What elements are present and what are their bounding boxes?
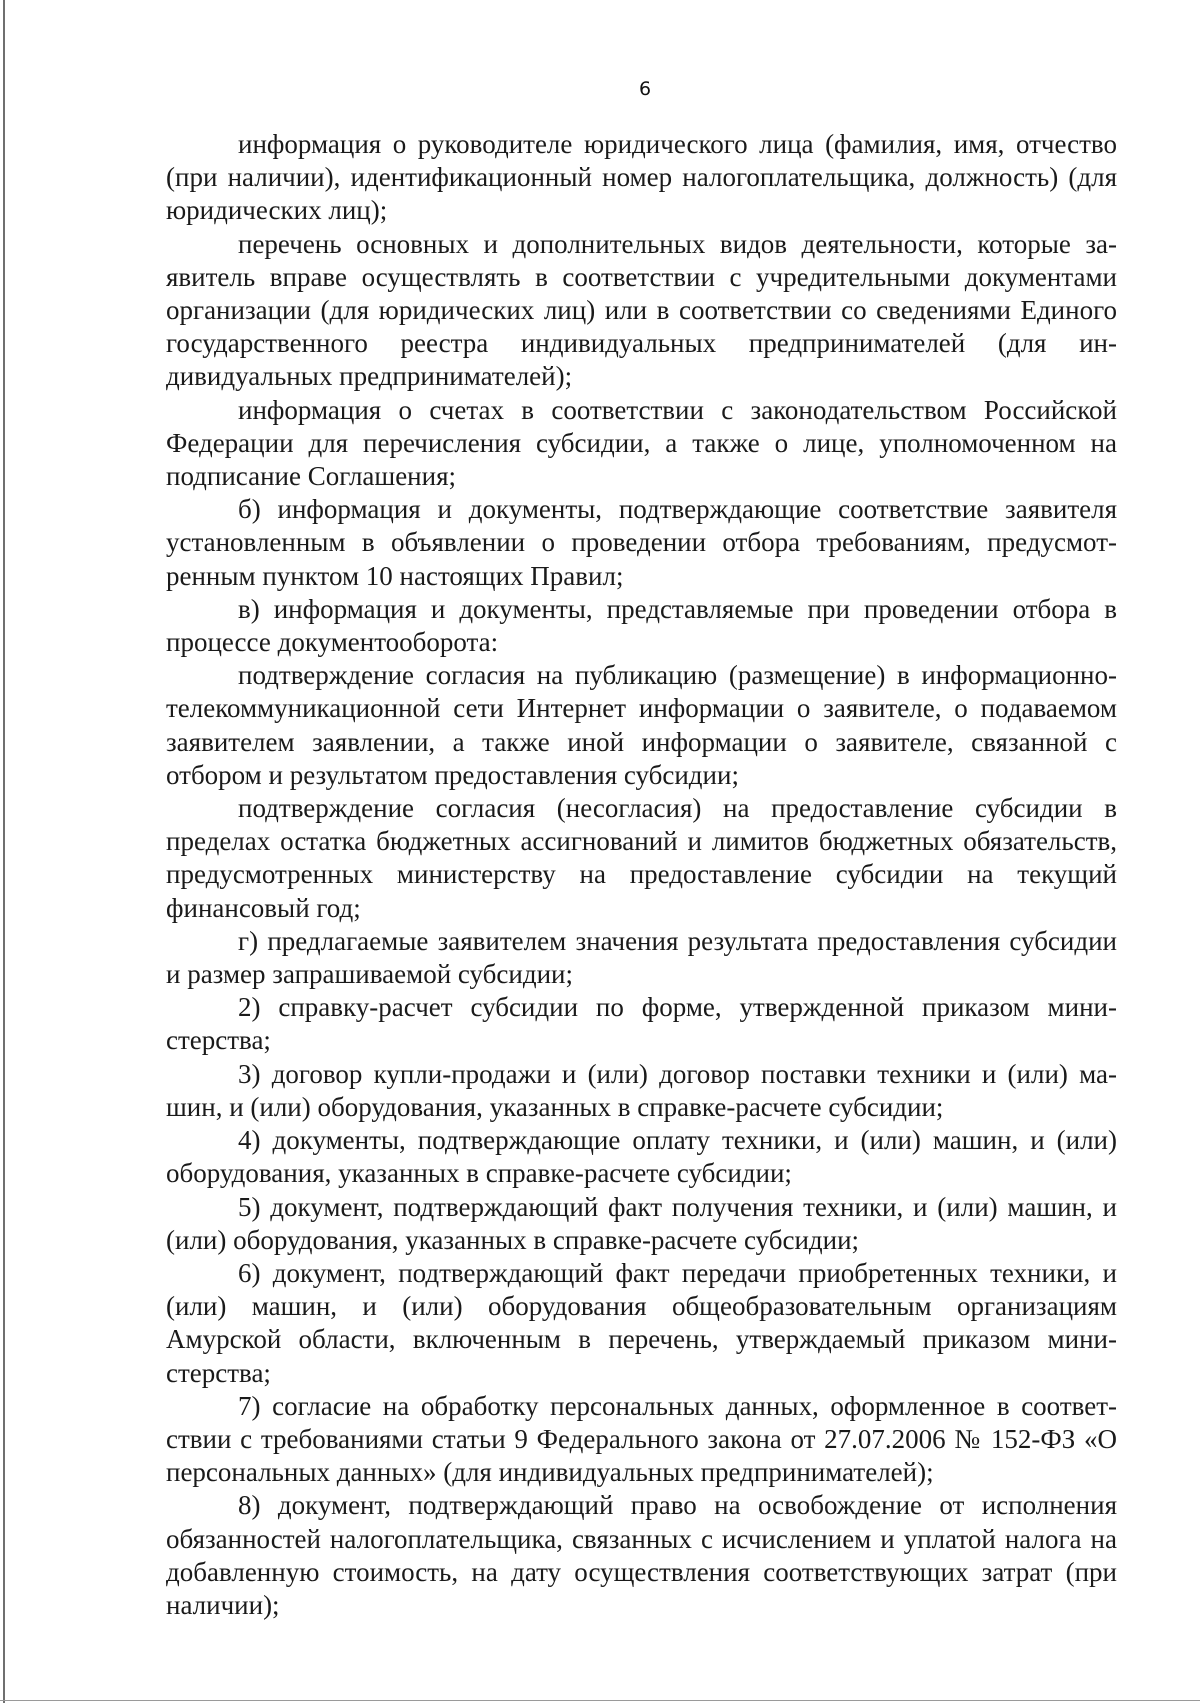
paragraph-item-3: 3) договор купли-продажи и (или) договор поставки техники и (или) машин, и (или) оборудования, указанных в справке-расчете субсидии; <box>166 1058 1117 1122</box>
scan-left-edge <box>3 0 5 1703</box>
paragraph-activity-list: перечень основных и дополнительных видов деятельности, которые заявитель вправе осуществлять в соответствии с учредительными документами организации (для юридических лиц) или в соответствии со сведениями Единого государственного реестра индивидуальных предпринимателей (для индивидуальных предпринимателей); <box>166 228 1117 392</box>
paragraph-item-8: 8) документ, подтверждающий право на освобождение от исполнения обязанностей налогоплательщика, связанных с исчислением и уплатой налога на добавленную стоимость, на дату осуществления соответствующих затрат (при наличии); <box>166 1490 1117 1620</box>
scan-bottom-edge <box>0 1700 1200 1701</box>
page-number: 6 <box>638 78 652 100</box>
paragraph-item-b: б) информация и документы, подтверждающие соответствие заявителя установленным в объявлении о проведении отбора требованиям, предусмотренным пунктом 10 настоящих Правил; <box>166 494 1117 591</box>
paragraph-item-v: в) информация и документы, представляемые при проведении отбора в процессе документооборота: <box>166 593 1117 658</box>
paragraph-item-2: 2) справку-расчет субсидии по форме, утвержденной приказом министерства; <box>166 992 1117 1056</box>
paragraph-item-6: 6) документ, подтверждающий факт передачи приобретенных техники, и (или) машин, и (или) оборудования общеобразовательным организациям Амурской области, включенным в перечень, утверждаемый приказом министерства; <box>166 1257 1117 1388</box>
paragraph-item-4: 4) документы, подтверждающие оплату техники, и (или) машин, и (или) оборудования, указанных в справке-расчете субсидии; <box>166 1125 1117 1189</box>
paragraph-budget-consent: подтверждение согласия (несогласия) на предоставление субсидии в пределах остатка бюджетных ассигнований и лимитов бюджетных обязательств, предусмотренных министерству на предоставление субсидии на текущий финансовый год; <box>166 793 1117 923</box>
paragraph-accounts-info: информация о счетах в соответствии с законодательством Российской Федерации для перечисления субсидии, а также о лице, уполномоченном на подписание Соглашения; <box>166 394 1117 492</box>
paragraph-head-info: информация о руководителе юридического лица (фамилия, имя, отчество (при наличии), идентификационный номер налогоплательщика, должность) (для юридических лиц); <box>166 129 1117 226</box>
paragraph-item-g: г) предлагаемые заявителем значения результата предоставления субсидии и размер запрашиваемой субсидии; <box>166 925 1117 990</box>
paragraph-item-5: 5) документ, подтверждающий факт получения техники, и (или) машин, и (или) оборудования, указанных в справке-расчете субсидии; <box>166 1191 1117 1255</box>
paragraph-publication-consent: подтверждение согласия на публикацию (размещение) в информационно-телекоммуникационной сети Интернет информации о заявителе, о подаваемом заявителем заявлении, а также иной информации о заявителе, связанной с отбором и результатом предоставления субсидии; <box>166 660 1117 790</box>
document-body <box>166 128 1117 1622</box>
paragraph-item-7: 7) согласие на обработку персональных данных, оформленное в соответствии с требованиями статьи 9 Федерального закона от 27.07.2006 № 152-ФЗ «О персональных данных» (для индивидуальных предпринимателей); <box>166 1390 1117 1488</box>
